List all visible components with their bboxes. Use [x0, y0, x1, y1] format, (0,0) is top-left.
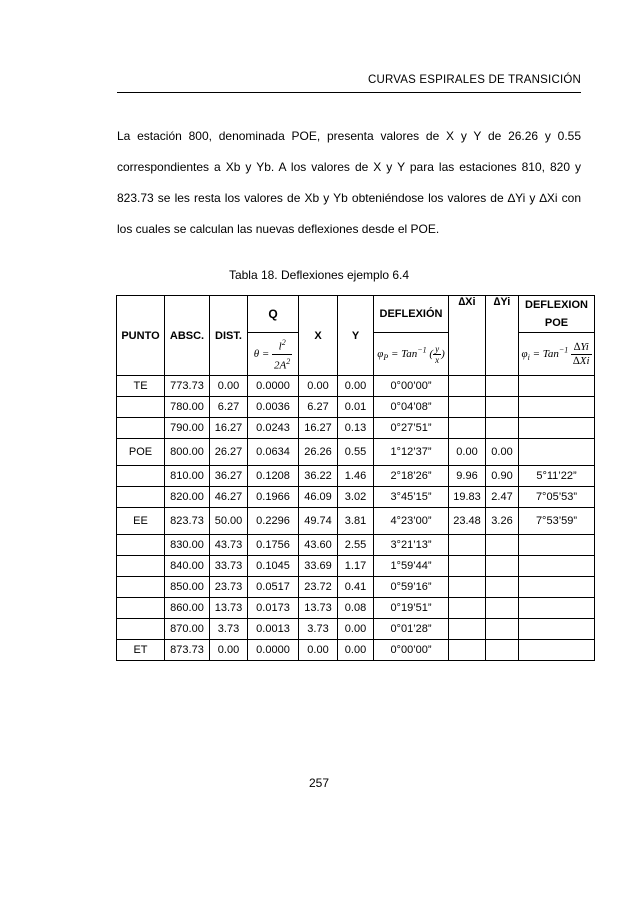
cell-punto: ET: [117, 640, 165, 661]
cell-dist: 0.00: [210, 640, 248, 661]
cell-dxi: [449, 577, 486, 598]
cell-dyi: 0.00: [486, 439, 519, 466]
header-delta-yi: ∆Yi: [486, 296, 519, 376]
deflexion-fraction: $\frac{y}{x}$: [435, 343, 440, 365]
cell-theta: 0.0173: [248, 598, 299, 619]
cell-poe: [519, 439, 595, 466]
cell-dist: 3.73: [210, 619, 248, 640]
table-row: [117, 397, 595, 418]
cell-absc: 870.00: [165, 619, 210, 640]
cell-punto: [117, 598, 165, 619]
cell-dxi: [449, 397, 486, 418]
deflections-table: [116, 295, 595, 661]
cell-dist: 0.00: [210, 376, 248, 397]
paragraph-line: La estación 800, denominada POE, presenta valores de X y Y de 26.26 y 0.55: [117, 129, 581, 143]
cell-poe: [519, 556, 595, 577]
deflexion-poe-fraction: $\frac{\Delta Yi}{\Delta Xi}$: [573, 340, 590, 367]
cell-absc: 840.00: [165, 556, 210, 577]
cell-defl: 0°59’16”: [374, 577, 449, 598]
cell-defl: 0°27’51”: [374, 418, 449, 439]
table-row: [117, 598, 595, 619]
cell-x: 13.73: [299, 598, 338, 619]
cell-dxi: [449, 598, 486, 619]
table-row: [117, 535, 595, 556]
cell-defl: 0°01’28”: [374, 619, 449, 640]
theta-fraction: $\frac{l^2}{2A^2}$: [274, 337, 291, 372]
cell-dxi: [449, 535, 486, 556]
table-row: [117, 577, 595, 598]
cell-absc: 873.73: [165, 640, 210, 661]
cell-theta: 0.1756: [248, 535, 299, 556]
cell-x: 46.09: [299, 487, 338, 508]
table-row: [117, 376, 595, 397]
cell-poe: [519, 397, 595, 418]
cell-y: 3.02: [338, 487, 374, 508]
cell-dist: 50.00: [210, 508, 248, 535]
cell-poe: [519, 577, 595, 598]
cell-absc: 850.00: [165, 577, 210, 598]
table-caption: Tabla 18. Deflexiones ejemplo 6.4: [228, 268, 410, 282]
cell-punto: [117, 535, 165, 556]
cell-absc: 820.00: [165, 487, 210, 508]
cell-dist: 16.27: [210, 418, 248, 439]
cell-y: 0.08: [338, 598, 374, 619]
cell-absc: 800.00: [165, 439, 210, 466]
table-row: [117, 556, 595, 577]
cell-poe: 5°11’22”: [519, 466, 595, 487]
cell-x: 36.22: [299, 466, 338, 487]
cell-absc: 860.00: [165, 598, 210, 619]
cell-poe: [519, 418, 595, 439]
cell-dxi: 0.00: [449, 439, 486, 466]
cell-poe: [519, 535, 595, 556]
cell-dyi: [486, 619, 519, 640]
cell-theta: 0.2296: [248, 508, 299, 535]
table-row: [117, 640, 595, 661]
cell-theta: 0.1966: [248, 487, 299, 508]
header-deflexion: DEFLEXIÓN: [374, 296, 449, 333]
cell-x: 49.74: [299, 508, 338, 535]
cell-poe: [519, 376, 595, 397]
cell-absc: 830.00: [165, 535, 210, 556]
body-paragraph: [117, 121, 581, 245]
cell-x: 16.27: [299, 418, 338, 439]
cell-punto: [117, 577, 165, 598]
cell-dyi: [486, 556, 519, 577]
cell-punto: TE: [117, 376, 165, 397]
cell-defl: 1°12’37”: [374, 439, 449, 466]
cell-x: 43.60: [299, 535, 338, 556]
header-y: Y: [338, 296, 374, 376]
cell-y: 0.41: [338, 577, 374, 598]
cell-y: 1.46: [338, 466, 374, 487]
cell-x: 0.00: [299, 376, 338, 397]
deflexion-formula: $\varphi_P = Tan^{-1}$ ( $\frac{y}{x}$ ): [374, 333, 449, 376]
cell-dist: 23.73: [210, 577, 248, 598]
cell-defl: 3°21’13”: [374, 535, 449, 556]
cell-theta: 0.0243: [248, 418, 299, 439]
cell-dyi: [486, 418, 519, 439]
cell-theta: 0.0000: [248, 640, 299, 661]
cell-dist: 6.27: [210, 397, 248, 418]
cell-dist: 26.27: [210, 439, 248, 466]
cell-punto: [117, 487, 165, 508]
cell-dxi: 19.83: [449, 487, 486, 508]
paragraph-line: 823.73 se les resta los valores de Xb y Yb obteniéndose los valores de ∆Yi y ∆Xi con: [117, 191, 581, 205]
cell-y: 1.17: [338, 556, 374, 577]
header-delta-xi: ∆Xi: [449, 296, 486, 376]
table-row: [117, 466, 595, 487]
cell-dxi: 9.96: [449, 466, 486, 487]
cell-y: 0.00: [338, 619, 374, 640]
cell-dist: 33.73: [210, 556, 248, 577]
cell-poe: [519, 640, 595, 661]
cell-y: 2.55: [338, 535, 374, 556]
cell-defl: 2°18’26”: [374, 466, 449, 487]
cell-dxi: 23.48: [449, 508, 486, 535]
cell-punto: [117, 466, 165, 487]
cell-y: 0.01: [338, 397, 374, 418]
deflexion-poe-formula: $\varphi_i = Tan^{-1}$ $\frac{\Delta Yi}{\Delta Xi}$: [519, 333, 595, 376]
cell-x: 0.00: [299, 640, 338, 661]
cell-absc: 773.73: [165, 376, 210, 397]
cell-dist: 46.27: [210, 487, 248, 508]
cell-x: 23.72: [299, 577, 338, 598]
cell-dyi: [486, 577, 519, 598]
cell-absc: 810.00: [165, 466, 210, 487]
cell-dyi: [486, 535, 519, 556]
cell-poe: 7°53’59”: [519, 508, 595, 535]
cell-defl: 1°59’44”: [374, 556, 449, 577]
cell-theta: 0.0013: [248, 619, 299, 640]
cell-theta: 0.1045: [248, 556, 299, 577]
cell-dist: 36.27: [210, 466, 248, 487]
cell-theta: 0.0517: [248, 577, 299, 598]
cell-theta: 0.0036: [248, 397, 299, 418]
cell-defl: 4°23’00”: [374, 508, 449, 535]
cell-absc: 780.00: [165, 397, 210, 418]
cell-dyi: [486, 598, 519, 619]
header-punto: PUNTO: [117, 296, 165, 376]
cell-x: 6.27: [299, 397, 338, 418]
cell-dyi: 3.26: [486, 508, 519, 535]
running-header: CURVAS ESPIRALES DE TRANSICIÓN: [367, 74, 581, 86]
table-row: [117, 508, 595, 535]
cell-x: 33.69: [299, 556, 338, 577]
cell-theta: 0.1208: [248, 466, 299, 487]
page-number: 257: [308, 776, 330, 790]
cell-dxi: [449, 376, 486, 397]
cell-absc: 823.73: [165, 508, 210, 535]
cell-y: 0.13: [338, 418, 374, 439]
cell-punto: [117, 619, 165, 640]
cell-dyi: 0.90: [486, 466, 519, 487]
cell-x: 26.26: [299, 439, 338, 466]
cell-dist: 43.73: [210, 535, 248, 556]
cell-y: 0.55: [338, 439, 374, 466]
cell-theta: 0.0634: [248, 439, 299, 466]
cell-dist: 13.73: [210, 598, 248, 619]
table-row: [117, 619, 595, 640]
table-row: [117, 487, 595, 508]
cell-defl: 0°00’00”: [374, 376, 449, 397]
cell-dyi: 2.47: [486, 487, 519, 508]
cell-dxi: [449, 640, 486, 661]
header-dist: DIST.: [210, 296, 248, 376]
cell-dxi: [449, 556, 486, 577]
cell-theta: 0.0000: [248, 376, 299, 397]
paragraph-line: correspondientes a Xb y Yb. A los valores de X y Y para las estaciones 810, 820 y: [117, 160, 581, 174]
theta-formula: θ = $\frac{l^2}{2A^2}$: [248, 333, 299, 376]
cell-dxi: [449, 418, 486, 439]
header-x: X: [299, 296, 338, 376]
cell-punto: [117, 418, 165, 439]
table-row: [117, 439, 595, 466]
cell-defl: 0°00’00”: [374, 640, 449, 661]
cell-poe: 7°05’53”: [519, 487, 595, 508]
header-theta: Q: [248, 296, 299, 333]
cell-poe: [519, 598, 595, 619]
cell-defl: 0°04’08”: [374, 397, 449, 418]
cell-punto: [117, 556, 165, 577]
table-row: [117, 418, 595, 439]
cell-y: 0.00: [338, 376, 374, 397]
cell-punto: POE: [117, 439, 165, 466]
paragraph-line: los cuales se calculan las nuevas deflexiones desde el POE.: [117, 222, 440, 236]
cell-punto: [117, 397, 165, 418]
cell-y: 0.00: [338, 640, 374, 661]
cell-punto: EE: [117, 508, 165, 535]
cell-dyi: [486, 397, 519, 418]
cell-defl: 3°45’15”: [374, 487, 449, 508]
header-deflexion-poe: DEFLEXION POE: [519, 296, 595, 333]
cell-dyi: [486, 640, 519, 661]
cell-dyi: [486, 376, 519, 397]
cell-poe: [519, 619, 595, 640]
cell-absc: 790.00: [165, 418, 210, 439]
cell-defl: 0°19’51”: [374, 598, 449, 619]
cell-y: 3.81: [338, 508, 374, 535]
cell-x: 3.73: [299, 619, 338, 640]
header-rule: [117, 92, 581, 93]
cell-dxi: [449, 619, 486, 640]
header-absc: ABSC.: [165, 296, 210, 376]
